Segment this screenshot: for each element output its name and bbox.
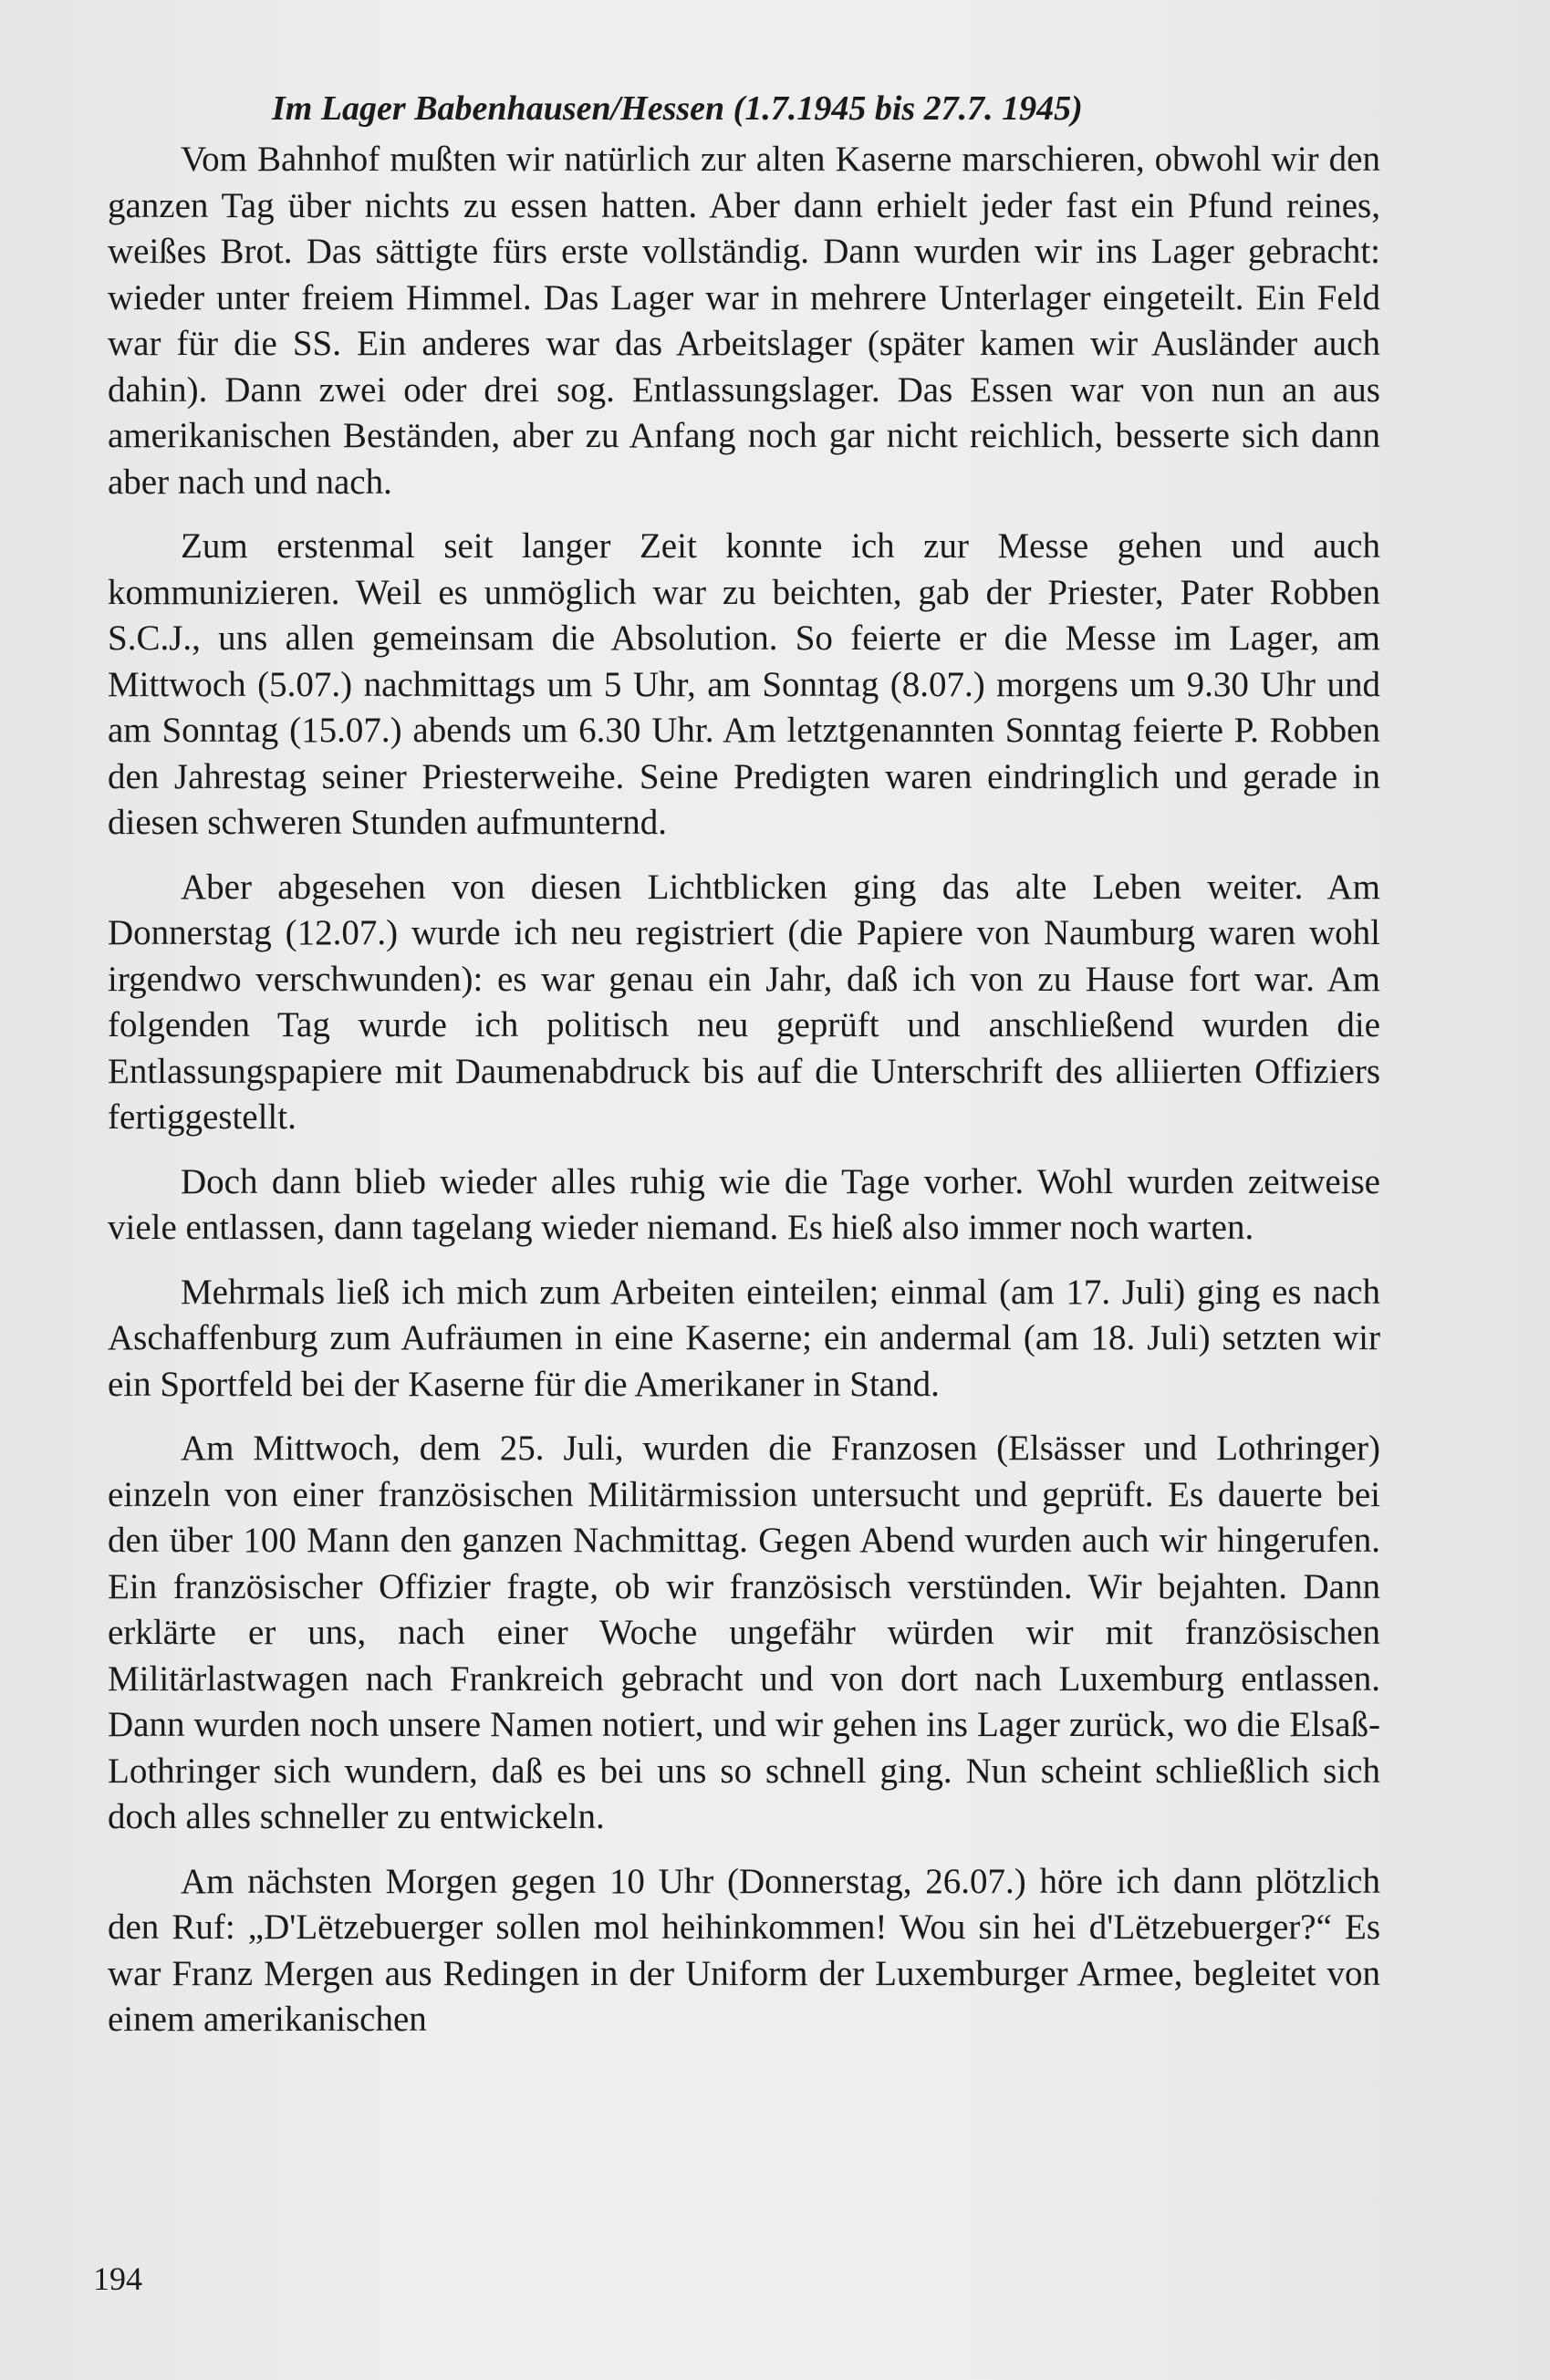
section-heading: Im Lager Babenhausen/Hessen (1.7.1945 bis 27.7. 1945)	[272, 89, 1083, 128]
paragraph-7: Am nächsten Morgen gegen 10 Uhr (Donnerstag, 26.07.) höre ich dann plötzlich den Ruf: „D'Lëtzebuerger sollen mol heihinkommen! Wou sin hei d'Lëtzebuerger?“ Es war Franz Mergen aus Redingen in der Uniform der Luxemburger Armee, begleitet von einem amerikanischen	[108, 1861, 1380, 2039]
paragraph-1: Vom Bahnhof mußten wir natürlich zur alten Kaserne marschieren, obwohl wir den ganzen Tag über nichts zu essen hatten. Aber dann erhielt jeder fast ein Pfund reines, weißes Brot. Das sättigte fürs erste vollständig. Dann wurden wir ins Lager gebracht: wieder unter freiem Himmel. Das Lager war in mehrere Unterlager eingeteilt. Ein Feld war für die SS. Ein anderes war das Arbeitslager (später kamen wir Ausländer auch dahin). Dann zwei oder drei sog. Entlassungslager. Das Essen war von nun an aus amerikanischen Beständen, aber zu Anfang noch gar nicht reichlich, besserte sich dann aber nach und nach.	[108, 140, 1380, 502]
paragraph-2: Zum erstenmal seit langer Zeit konnte ich zur Messe gehen und auch kommunizieren. Weil es unmöglich war zu beichten, gab der Priester, Pater Robben S.C.J., uns allen gemeinsam die Absolution. So feierte er die Messe im Lager, am Mittwoch (5.07.) nachmittags um 5 Uhr, am Sonntag (8.07.) morgens um 9.30 Uhr und am Sonntag (15.07.) abends um 6.30 Uhr. Am letztgenannten Sonntag feierte P. Robben den Jahrestag seiner Priesterweihe. Seine Predigten waren eindringlich und gerade in diesen schweren Stunden aufmunternd.	[108, 526, 1380, 842]
paragraph-3: Aber abgesehen von diesen Lichtblicken ging das alte Leben weiter. Am Donnerstag (12.07.) wurde ich neu registriert (die Papiere von Naumburg waren wohl irgendwo verschwunden): es war genau ein Jahr, daß ich von zu Hause fort war. Am folgenden Tag wurde ich politisch neu geprüft und anschließend wurden die Entlassungspapiere mit Daumenabdruck bis auf die Unterschrift des alliierten Offiziers fertiggestellt.	[108, 867, 1380, 1137]
paragraph-6: Am Mittwoch, dem 25. Juli, wurden die Franzosen (Elsässer und Lothringer) einzeln von einer französischen Militärmission untersucht und geprüft. Es dauerte bei den über 100 Mann den ganzen Nachmittag. Gegen Abend wurden auch wir hingerufen. Ein französischer Offizier fragte, ob wir französisch verstünden. Wir bejahten. Dann erklärte er uns, nach einer Woche ungefähr würden wir mit französischen Militärlastwagen nach Frankreich gebracht und von dort nach Luxemburg entlassen. Dann wurden noch unsere Namen notiert, und wir gehen ins Lager zurück, wo die Elsaß-Lothringer sich wundern, daß es bei uns so schnell ging. Nun scheint schließlich sich doch alles schneller zu entwickeln.	[108, 1429, 1380, 1836]
paragraph-4: Doch dann blieb wieder alles ruhig wie die Tage vorher. Wohl wurden zeitweise viele entlassen, dann tagelang wieder niemand. Es hieß also immer noch warten.	[108, 1161, 1380, 1247]
paragraph-5: Mehrmals ließ ich mich zum Arbeiten einteilen; einmal (am 17. Juli) ging es nach Aschaffenburg zum Aufräumen in eine Kaserne; ein andermal (am 18. Juli) setzten wir ein Sportfeld bei der Kaserne für die Amerikaner in Stand.	[108, 1272, 1380, 1404]
text-block	[108, 88, 1380, 2043]
page-number: 194	[93, 2260, 142, 2297]
